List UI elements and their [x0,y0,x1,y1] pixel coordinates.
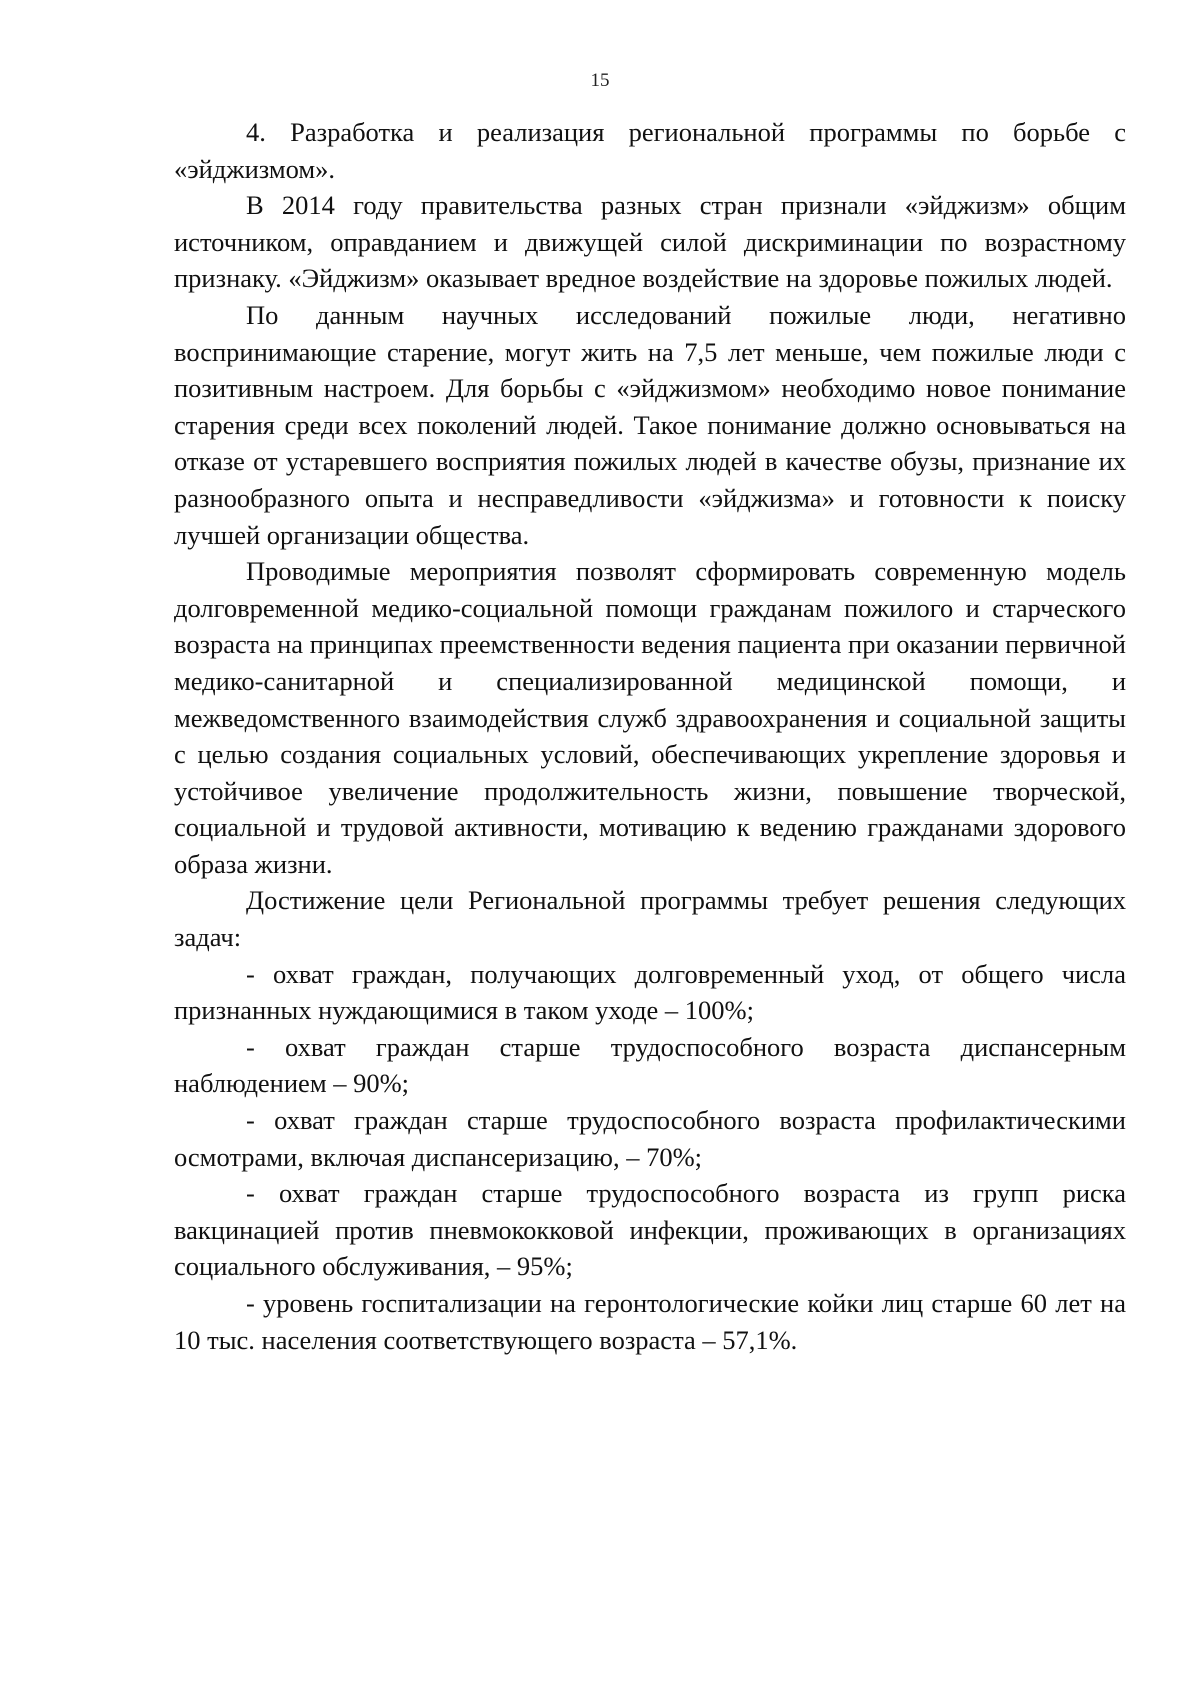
page-number: 15 [590,70,610,91]
list-item-dispensary-observation: - охват граждан старше трудоспособного возраста диспансерным наблюдением – 90%; [174,1031,1126,1099]
paragraph-tasks-intro: Достижение цели Региональной программы требует решения следующих задач: [174,885,1126,953]
list-item-long-term-care: - охват граждан, получающих долговременный уход, от общего числа признанных нуждающимися в таком уходе – 100%; [174,958,1126,1026]
paragraph-research-findings: По данным научных исследований пожилые люди, негативно воспринимающие старение, могут жить на 7,5 лет меньше, чем пожилые люди с позитивным настроем. Для борьбы с «эйджизмом» необходимо новое понимание старения среди всех поколений людей. Такое понимание должно основываться на отказе от устаревшего восприятия пожилых людей в качестве обузы, признание их разнообразного опыта и несправедливости «эйджизма» и готовности к поиску лучшей организации общества. [174,299,1126,550]
paragraph-section-heading: 4. Разработка и реализация региональной программы по борьбе с «эйджизмом». [174,117,1126,184]
paragraph-ageism-recognition: В 2014 году правительства разных стран признали «эйджизм» общим источником, оправданием и движущей силой дискриминации по возрастному признаку. «Эйджизм» оказывает вредное воздействие на здоровье пожилых людей. [174,190,1126,294]
list-item-preventive-exams: - охват граждан старше трудоспособного возраста профилактическими осмотрами, включая диспансеризацию, – 70%; [174,1105,1126,1172]
document-body [174,114,1126,1358]
list-item-hospitalization-level: - уровень госпитализации на геронтологические койки лиц старше 60 лет на 10 тыс. населения соответствующего возраста – 57,1%. [174,1288,1126,1355]
list-item-pneumococcal-vaccination: - охват граждан старше трудоспособного возраста из групп риска вакцинацией против пневмококковой инфекции, проживающих в организациях социального обслуживания, – 95%; [174,1178,1126,1282]
paragraph-planned-measures: Проводимые мероприятия позволят сформировать современную модель долговременной медико-социальной помощи гражданам пожилого и старческого возраста на принципах преемственности ведения пациента при оказании первичной медико-санитарной и специализированной медицинской помощи, и межведомственного взаимодействия служб здравоохранения и социальной защиты с целью создания социальных условий, обеспечивающих укрепление здоровья и устойчивое увеличение продолжительность жизни, повышение творческой, социальной и трудовой активности, мотивацию к ведению гражданами здорового образа жизни. [174,556,1126,879]
